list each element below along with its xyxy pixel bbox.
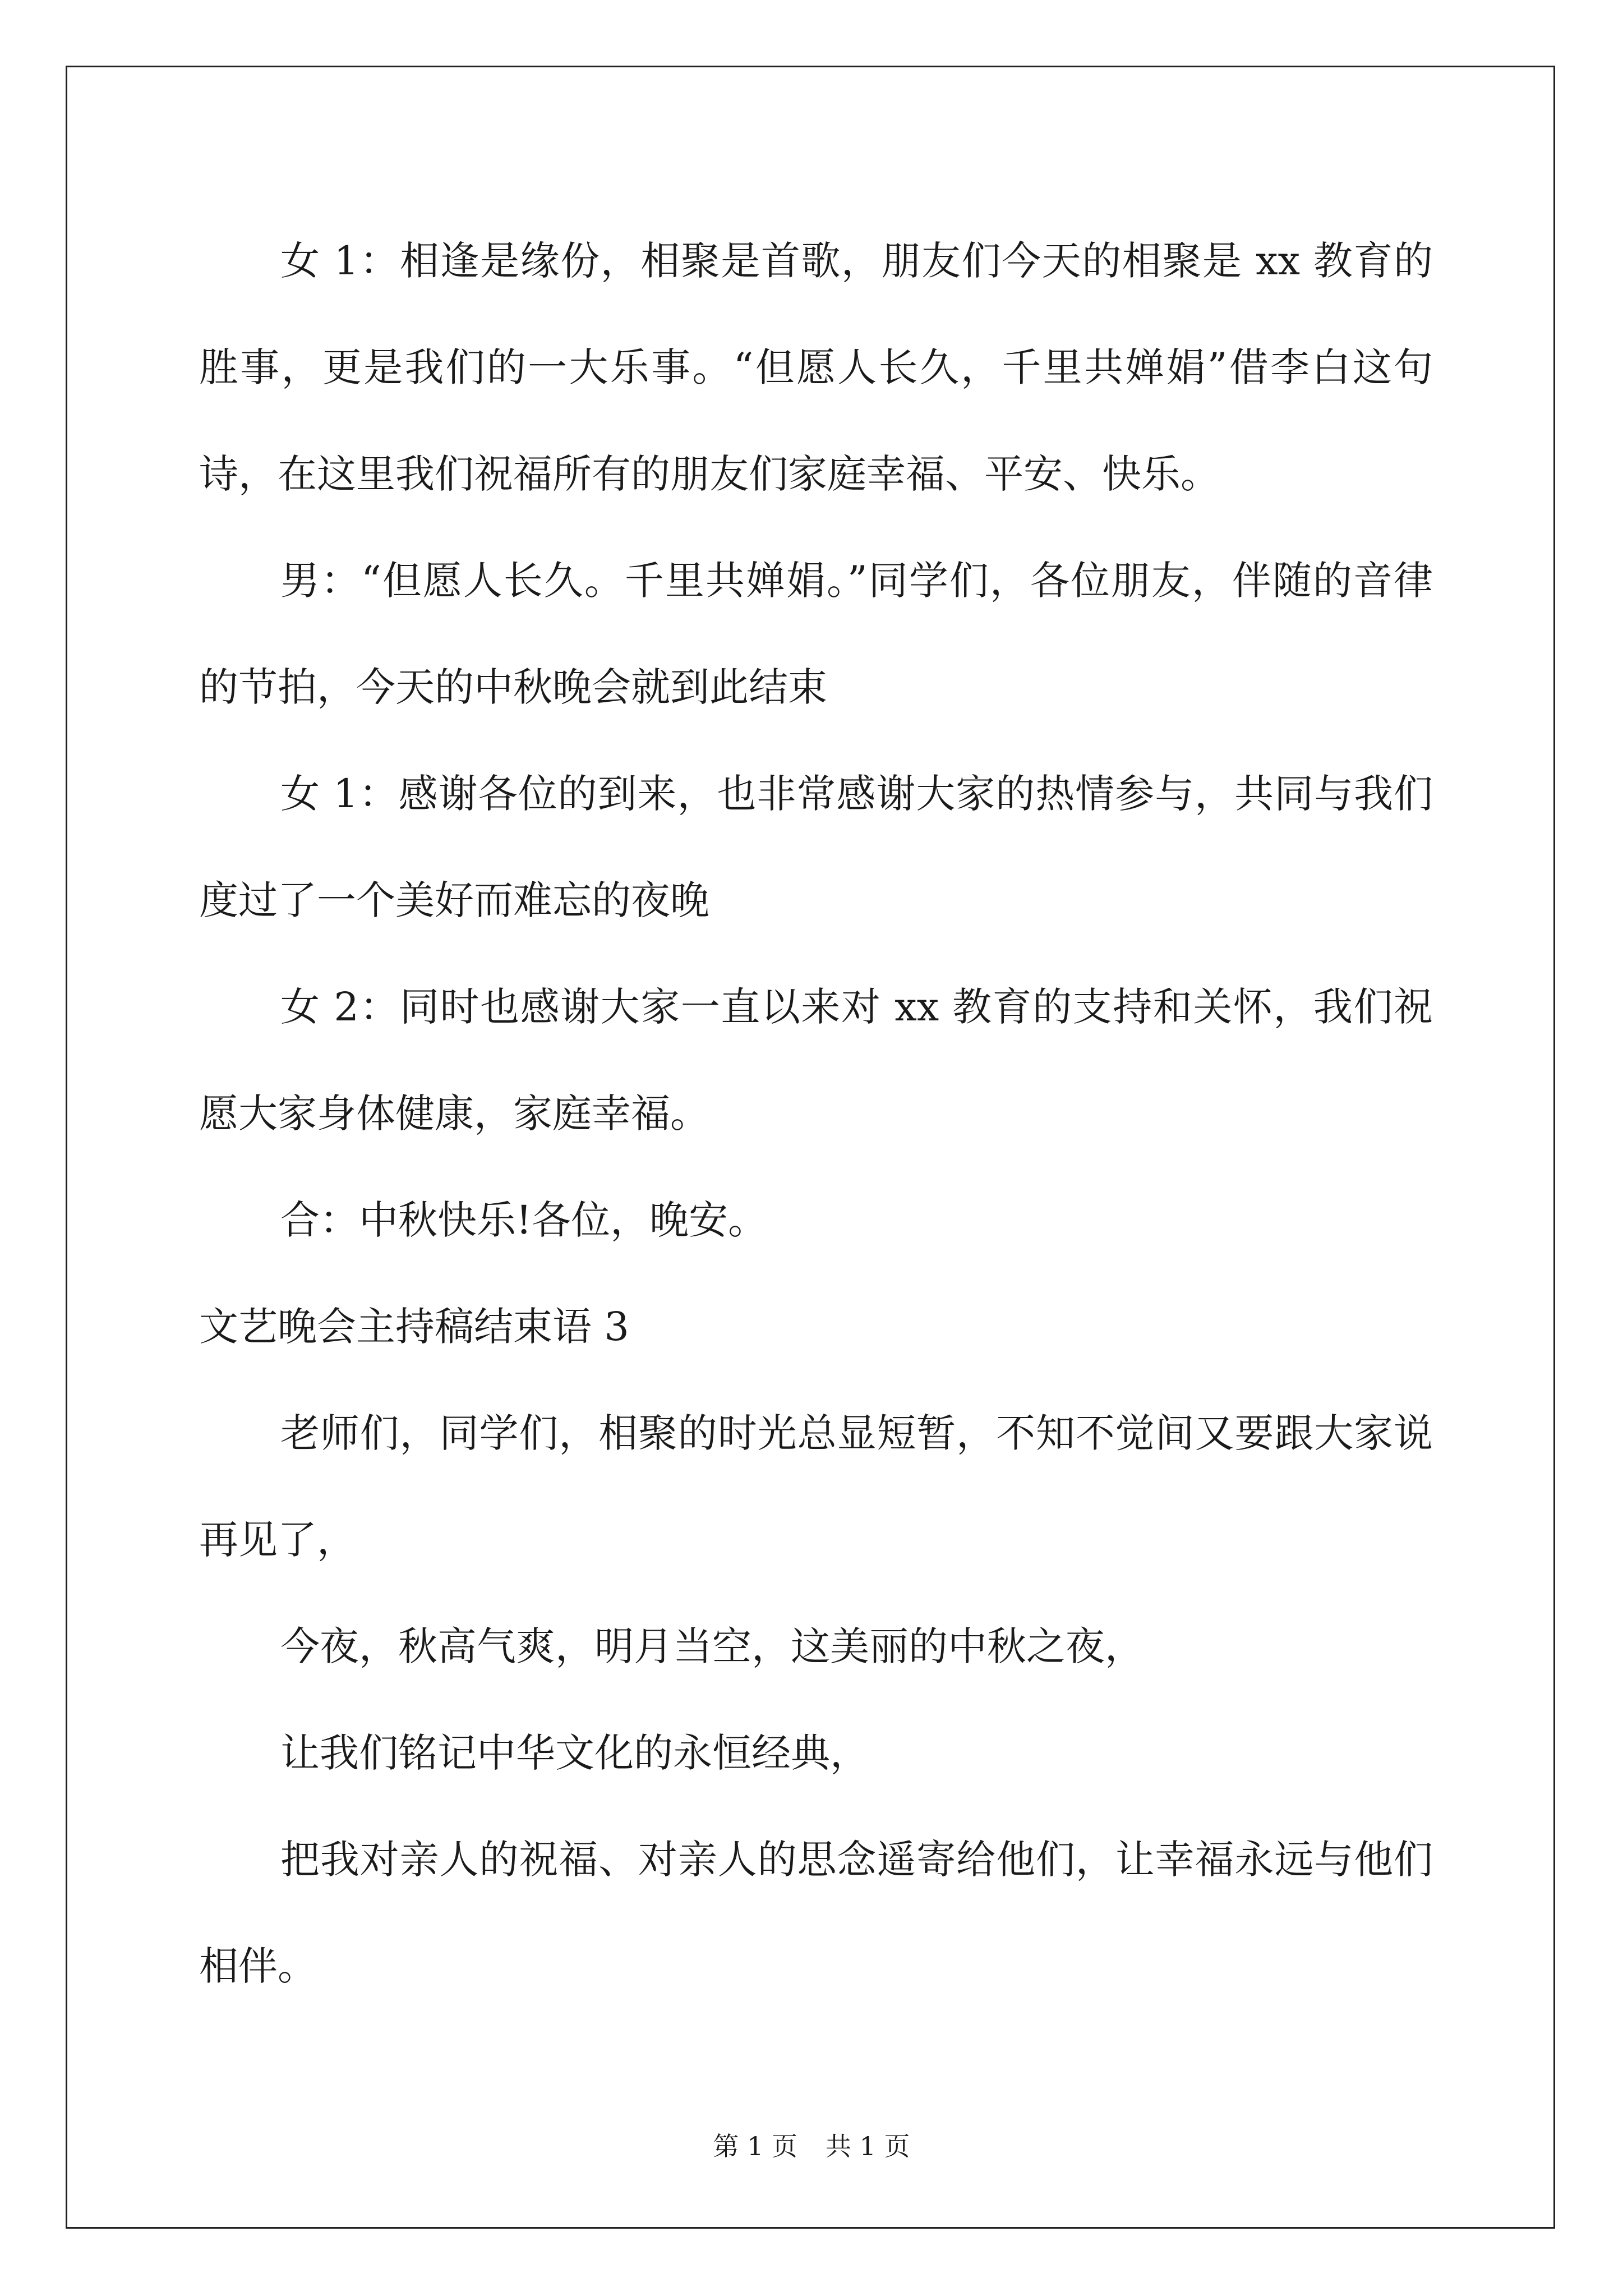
- page-footer: [0, 2126, 1623, 2163]
- paragraph-3: 女 1：感谢各位的到来，也非常感谢大家的热情参与，共同与我们度过了一个美好而难忘的夜晚: [199, 771, 1433, 923]
- paragraph-7: 今夜，秋高气爽，明月当空，这美丽的中秋之夜，: [280, 1623, 1144, 1669]
- paragraph-4: 女 2：同时也感谢大家一直以来对 xx 教育的支持和关怀，我们祝愿大家身体健康，家庭幸福。: [199, 984, 1433, 1137]
- paragraph-6: 老师们，同学们，相聚的时光总显短暂，不知不觉间又要跟大家说再见了，: [199, 1410, 1433, 1563]
- page-number: 第 1 页: [713, 2131, 797, 2161]
- paragraph-5: 合：中秋快乐!各位，晚安。: [280, 1197, 768, 1243]
- page-total: 共 1 页: [826, 2131, 910, 2161]
- document-body: [199, 208, 1433, 2019]
- section-heading: 文艺晚会主持稿结束语 3: [199, 1304, 629, 1350]
- paragraph-1: 女 1：相逢是缘份，相聚是首歌，朋友们今天的相聚是 xx 教育的胜事，更是我们的一大乐事。“但愿人长久，千里共婵娟”借李白这句诗，在这里我们祝福所有的朋友们家庭幸福、平安、快乐。: [199, 238, 1433, 497]
- paragraph-2: 男：“但愿人长久。千里共婵娟。”同学们，各位朋友，伴随的音律的节拍，今天的中秋晚会就到此结束: [199, 558, 1433, 710]
- paragraph-8: 让我们铭记中华文化的永恒经典，: [280, 1730, 869, 1776]
- paragraph-9: 把我对亲人的祝福、对亲人的思念遥寄给他们，让幸福永远与他们相伴。: [199, 1837, 1433, 1989]
